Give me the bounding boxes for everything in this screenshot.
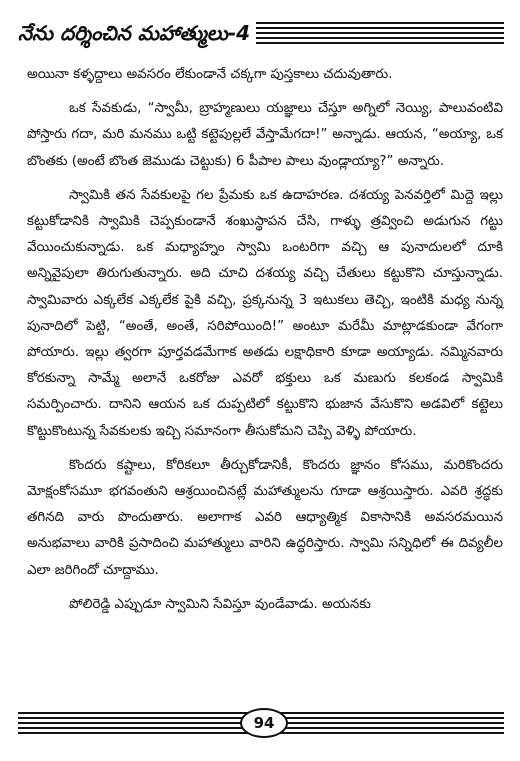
paragraph-2: ఒక సేవకుడు, “స్వామీ, బ్రాహ్మణులు యజ్ఞాలు చేస్తూ అగ్నిలో నెయ్యి, పాలువంటివి పోస్తారు గదా, మరి మనము ఒట్టి కట్టెపుల్లలే వేస్తామేగదా!” అన్నాడు. ఆయన, “అయ్యా, ఒక బొంతకు (అంటే బొంత జెముడు చెట్టుకు) 6 పీపాల పాలు వుండ్లాయ్యా?” అన్నారు. — [27, 101, 503, 169]
paragraph-5: పోలిరెడ్డి ఎప్పుడూ స్వామిని సేవిస్తూ వుండేవాడు. అయనకు — [69, 596, 371, 612]
page-number: 94 — [240, 708, 288, 738]
header-title: నేను దర్శించిన మహాత్ములు-4 — [18, 18, 256, 48]
paragraph-3: స్వామికి తన సేవకులపై గల ప్రేమకు ఒక ఉదాహరణ. దశయ్య పెనవర్తిలో మిద్దె ఇల్లు కట్టుకోడానికి స్వామికి చెప్పకుండానే శంఖుస్థాపన చేసి, గాళ్ళు త్రవ్వించి అడుగున గట్టు వేయించుకున్నాడు. ఒక మధ్యాహ్నం స్వామి ఒంటరిగా వచ్చి ఆ పునాదులలో దూకి అన్నివైపులా తిరుగుతున్నారు. అది చూచి దశయ్య వచ్చి చేతులు కట్టుకొని చూస్తున్నాడు. స్వామివారు ఎక్కలేక ఎక్కలేక పైకి వచ్చి, ప్రక్కనున్న 3 ఇటుకలు తెచ్చి, ఇంటికి మధ్య నున్న పునాదిలో పెట్టి, “అంతే, అంతే, సరిపోయింది!” అంటూ మరేమీ మాట్లాడకుండా వేగంగా పోయారు. ఇల్లు త్వరగా పూర్తవడమేగాక అతడు లక్షాధికారి కూడా అయ్యాడు. నమ్మినవారు కోరకున్నా సామ్మే అలానే ఒకరోజు ఎవరో భక్తులు ఒక మణుగు కలకండ స్వామికి సమర్పించారు. దానిని ఆయన ఒక దుప్పటిలో కట్టుకొని భుజాన వేసుకొని అడవిలో కట్టెలు కొట్టుకొంటున్న సేవకులకు ఇచ్చి సమానంగా తీసుకోమని చెప్పి వెళ్ళి పోయారు. — [27, 187, 503, 439]
page-footer — [18, 708, 504, 738]
page-body — [27, 62, 503, 626]
paragraph-4: కొందరు కష్టాలు, కోరికలూ తీర్చుకోడానికీ, కొందరు జ్ఞానం కోసము, మరికొందరు మోక్షంకోసమూ భగవంతుని ఆశ్రయించినట్లే మహాత్ములను గూడా ఆశ్రయిస్తారు. ఎవరి శ్రద్ధకు తగినది వారు పొందుతారు. అలాగాక ఎవరి ఆధ్యాత్మిక వికాసానికి అవసరమయిన అనుభవాలు వారికి ప్రసాదించి మహాత్ములు వారిని ఉద్ధరిస్తారు. స్వామి సన్నిధిలో ఈ దివ్యలీల ఎలా జరిగిందో చూద్దాము. — [27, 457, 503, 578]
running-header — [18, 18, 504, 50]
paragraph-1: అయినా కళ్ళద్దాలు అవసరం లేకుండానే చక్కగా పుస్తకాలు చదువుతారు. — [27, 67, 393, 82]
